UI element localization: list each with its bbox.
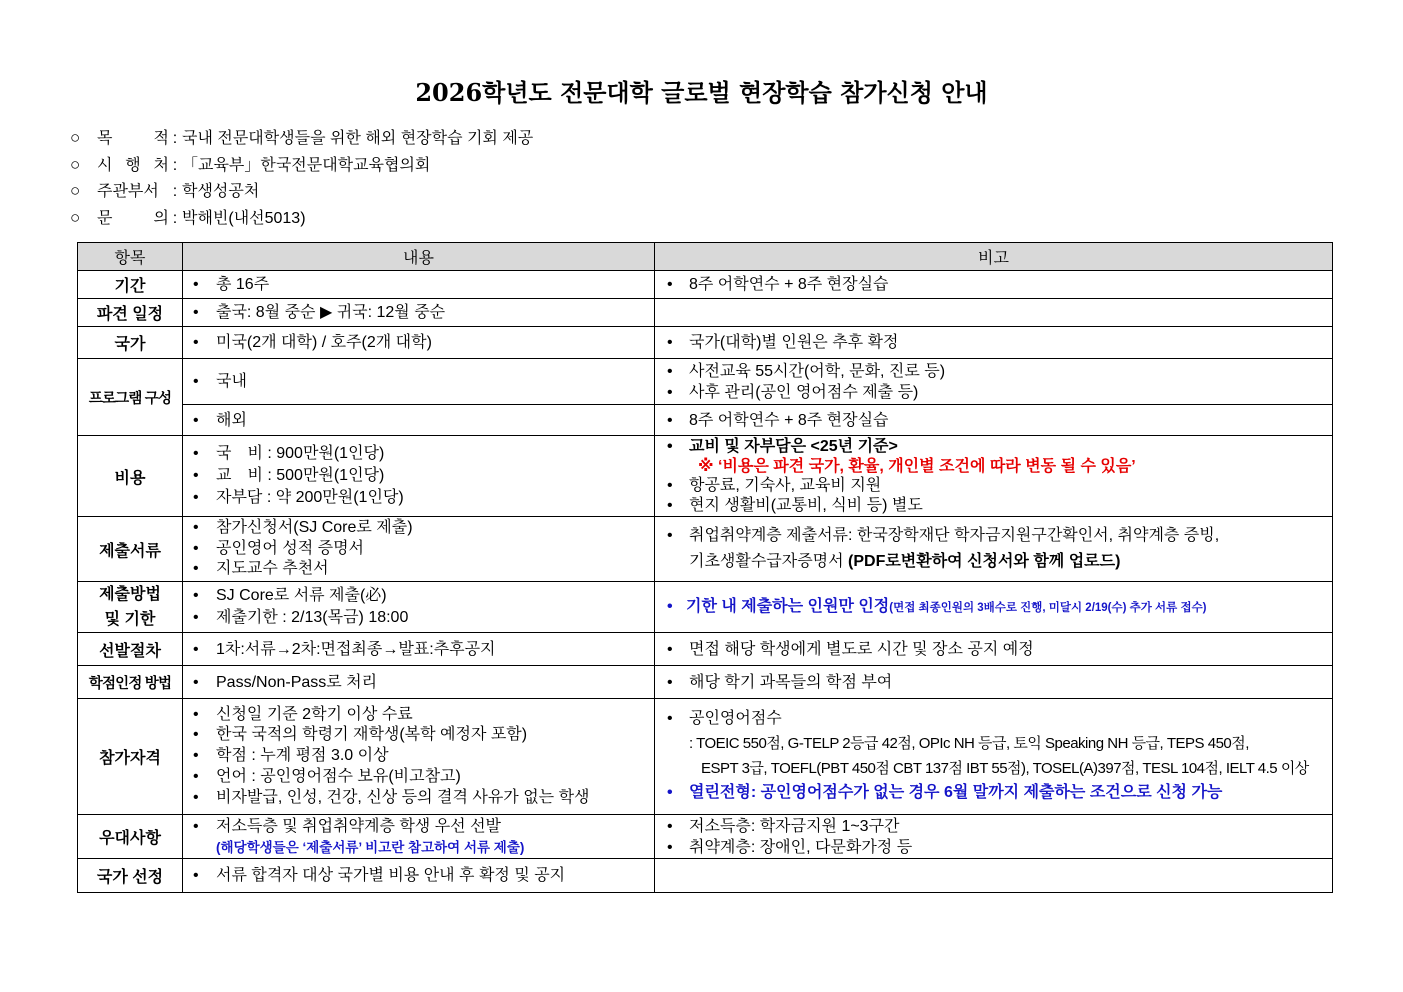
bullet-list xyxy=(183,443,654,509)
list-item: • 8주 어학연수 + 8주 현장실습 xyxy=(655,274,1332,295)
bullet-list xyxy=(655,361,1332,403)
info-label: 목 적 xyxy=(97,130,169,147)
header-content: 내용 xyxy=(183,243,655,271)
circle-marker-icon: ○ xyxy=(70,128,81,147)
content-submission xyxy=(183,582,655,633)
content-country-selection xyxy=(183,859,655,893)
bullet-list xyxy=(183,302,654,323)
bullet-list xyxy=(655,437,1332,457)
bullet-list xyxy=(183,865,654,886)
row-submission xyxy=(78,582,1333,633)
row-documents xyxy=(78,517,1333,582)
list-item: • 해당 학기 과목들의 학점 부여 xyxy=(655,672,1332,693)
english-score-line1: : TOEIC 550점, G-TELP 2등급 42점, OPIc NH 등급, 토익 Speaking NH 등급, TEPS 450점, xyxy=(689,734,1249,752)
content-preference xyxy=(183,815,655,859)
bullet-list xyxy=(183,410,654,431)
bullet-list xyxy=(655,523,1332,549)
info-separator: : xyxy=(172,183,178,201)
list-item: • 공인영어 성적 증명서 xyxy=(183,539,654,560)
list-item: • 사전교육 55시간(어학, 문화, 진로 등) xyxy=(655,361,1332,382)
item-country-selection: 국가 선정 xyxy=(78,859,183,893)
info-purpose xyxy=(70,125,533,152)
bullet-list xyxy=(183,371,654,392)
list-item: • 취약계층: 장애인, 다문화가정 등 xyxy=(655,837,1332,858)
item-credit: 학점인정 방법 xyxy=(78,666,183,699)
circle-marker-icon: ○ xyxy=(70,181,81,201)
content-eligibility xyxy=(183,699,655,815)
list-item: • 면접 해당 학생에게 별도로 시간 및 장소 공지 예정 xyxy=(655,639,1332,660)
list-item: • 자부담 : 약 200만원(1인당) xyxy=(183,487,654,509)
list-item: • 출국: 8월 중순 ▶ 귀국: 12월 중순 xyxy=(183,302,654,323)
list-item: • 국가(대학)별 인원은 추후 확정 xyxy=(655,332,1332,353)
documents-note-text: 기초생활수급자증명서 xyxy=(689,553,844,570)
row-country xyxy=(78,327,1333,359)
bullet-list xyxy=(183,332,654,353)
note-eligibility xyxy=(655,699,1333,815)
info-value: 「교육부」한국전문대학교육협의회 xyxy=(182,156,431,174)
item-documents: 제출서류 xyxy=(78,517,183,582)
note-documents xyxy=(655,517,1333,582)
list-item: • 사후 관리(공인 영어점수 제출 등) xyxy=(655,382,1332,403)
item-submission xyxy=(78,582,183,633)
open-admission-note: • 열린전형: 공인영어점수가 없는 경우 6월 말까지 제출하는 조건으로 신청 가능 xyxy=(655,781,1332,806)
list-item: • 국 비 : 900만원(1인당) xyxy=(183,443,654,465)
row-program-overseas xyxy=(78,405,1333,436)
list-item: • 현지 생활비(교통비, 식비 등) 별도 xyxy=(655,496,1332,516)
bullet-list xyxy=(655,707,1332,732)
content-program-domestic xyxy=(183,359,655,405)
bullet-list xyxy=(655,672,1332,693)
bullet-list xyxy=(655,596,1332,619)
bullet-list xyxy=(183,585,654,629)
note-program-domestic xyxy=(655,359,1333,405)
list-item: • 8주 어학연수 + 8주 현장실습 xyxy=(655,410,1332,431)
note-credit xyxy=(655,666,1333,699)
item-preference: 우대사항 xyxy=(78,815,183,859)
list-item: • 국내 xyxy=(183,371,654,392)
item-schedule: 파견 일정 xyxy=(78,299,183,327)
deadline-notice-detail: (면접 최종인원의 3배수로 진행, 미달시 2/19(수) 추가 서류 접수) xyxy=(889,601,1207,614)
note-submission xyxy=(655,582,1333,633)
info-label: 시 행 처 xyxy=(97,156,169,174)
list-item: • 교 비 : 500만원(1인당) xyxy=(183,465,654,487)
bullet-list xyxy=(655,476,1332,515)
header-item: 항목 xyxy=(78,243,183,271)
list-item: • 한국 국적의 학령기 재학생(복학 예정자 포함) xyxy=(183,725,654,746)
note-schedule xyxy=(655,299,1333,327)
item-selection: 선발절차 xyxy=(78,633,183,666)
note-cost xyxy=(655,436,1333,517)
row-preference xyxy=(78,815,1333,859)
info-separator: : xyxy=(172,210,178,228)
info-organizer xyxy=(70,152,533,179)
content-documents xyxy=(183,517,655,582)
bullet-list xyxy=(655,816,1332,858)
note-program-overseas xyxy=(655,405,1333,436)
bullet-list xyxy=(183,672,654,693)
list-item: • 지도교수 추천서 xyxy=(183,559,654,580)
document-title: 2026학년도 전문대학 글로벌 현장학습 참가신청 안내 xyxy=(415,78,988,107)
row-selection xyxy=(78,633,1333,666)
list-item: • Pass/Non-Pass로 처리 xyxy=(183,672,654,693)
bullet-list xyxy=(183,274,654,295)
content-program-overseas xyxy=(183,405,655,436)
item-period: 기간 xyxy=(78,271,183,299)
info-separator: : xyxy=(172,156,178,174)
table-header-row xyxy=(78,243,1333,271)
info-label: 주관부서 xyxy=(97,183,159,201)
note-country xyxy=(655,327,1333,359)
bullet-list xyxy=(183,639,654,660)
header-note: 비고 xyxy=(655,243,1333,271)
list-item: • 비자발급, 인성, 건강, 신상 등의 결격 사유가 없는 학생 xyxy=(183,788,654,809)
program-info-table xyxy=(77,242,1333,893)
deadline-notice xyxy=(655,596,1332,619)
content-period xyxy=(183,271,655,299)
info-department xyxy=(70,178,533,205)
note-selection xyxy=(655,633,1333,666)
info-label: 문 의 xyxy=(97,210,169,228)
row-eligibility xyxy=(78,699,1333,815)
circle-marker-icon: ○ xyxy=(70,154,81,174)
list-item: • 학점 : 누계 평점 3.0 이상 xyxy=(183,746,654,767)
note-country-selection xyxy=(655,859,1333,893)
bullet-list xyxy=(183,816,654,837)
row-country-selection xyxy=(78,859,1333,893)
circle-marker-icon: ○ xyxy=(70,208,81,228)
row-cost xyxy=(78,436,1333,517)
list-item: • 저소득층 및 취업취약계층 학생 우선 선발 xyxy=(183,816,654,837)
bullet-list xyxy=(655,274,1332,295)
content-country xyxy=(183,327,655,359)
documents-upload-note: (PDF로변환하여 신청서와 함께 업로드) xyxy=(848,553,1121,570)
bullet-list xyxy=(183,518,654,580)
content-schedule xyxy=(183,299,655,327)
list-item: • 공인영어점수 xyxy=(655,707,1332,732)
info-separator: : xyxy=(172,130,178,147)
info-value: 국내 전문대학생들을 위한 해외 현장학습 기회 제공 xyxy=(182,130,534,147)
info-contact xyxy=(70,205,533,232)
list-item: • 항공료, 기숙사, 교육비 지원 xyxy=(655,476,1332,496)
bullet-list xyxy=(183,705,654,809)
bullet-list xyxy=(655,410,1332,431)
info-value: 박해빈(내선5013) xyxy=(182,210,306,228)
list-item: • 취업취약계층 제출서류: 한국장학재단 학자금지원구간확인서, 취약계층 증빙, xyxy=(655,523,1332,549)
info-list xyxy=(70,125,533,232)
list-item: • 저소득층: 학자금지원 1~3구간 xyxy=(655,816,1332,837)
list-item: • 1차:서류→2차:면접최종→발표:추후공지 xyxy=(183,639,654,660)
row-schedule xyxy=(78,299,1333,327)
bullet-list xyxy=(655,781,1332,806)
cost-basis-note: • 교비 및 자부담은 <25년 기준> xyxy=(655,437,1332,457)
list-item: • 언어 : 공인영어점수 보유(비고참고) xyxy=(183,767,654,788)
row-program-domestic xyxy=(78,359,1333,405)
cost-warning: ※ ‘비용은 파견 국가, 환율, 개인별 조건에 따라 변동 될 수 있음’ xyxy=(698,457,1136,475)
documents-note-line2 xyxy=(655,549,1332,575)
item-program: 프로그램 구성 xyxy=(78,359,183,436)
list-item: • SJ Core로 서류 제출(必) xyxy=(183,585,654,607)
list-item: • 해외 xyxy=(183,410,654,431)
list-item: • 참가신청서(SJ Core로 제출) xyxy=(183,518,654,539)
row-credit xyxy=(78,666,1333,699)
note-preference xyxy=(655,815,1333,859)
list-item: • 서류 합격자 대상 국가별 비용 안내 후 확정 및 공지 xyxy=(183,865,654,886)
bullet-list xyxy=(655,639,1332,660)
content-credit xyxy=(183,666,655,699)
list-item: • 제출기한 : 2/13(목금) 18:00 xyxy=(183,607,654,629)
preference-detail: (해당학생들은 ‘제출서류’ 비고란 참고하여 서류 제출) xyxy=(216,839,525,855)
bullet-list xyxy=(655,332,1332,353)
english-score-line2: ESPT 3급, TOEFL(PBT 450점 CBT 137점 IBT 55점), TOSEL(A)397점, TESL 104점, IELT 4.5 이상 xyxy=(701,759,1309,777)
list-item: • 총 16주 xyxy=(183,274,654,295)
item-eligibility: 참가자격 xyxy=(78,699,183,815)
row-period xyxy=(78,271,1333,299)
content-selection xyxy=(183,633,655,666)
item-submission-line1: 제출방법 xyxy=(99,586,161,603)
note-period xyxy=(655,271,1333,299)
info-value: 학생성공처 xyxy=(182,183,260,201)
item-cost: 비용 xyxy=(78,436,183,517)
list-item: • 신청일 기준 2학기 이상 수료 xyxy=(183,705,654,726)
item-country: 국가 xyxy=(78,327,183,359)
deadline-notice-main: 기한 내 제출하는 인원만 인정 xyxy=(686,597,890,615)
list-item: • 미국(2개 대학) / 호주(2개 대학) xyxy=(183,332,654,353)
item-submission-line2: 및 기한 xyxy=(104,611,156,628)
content-cost xyxy=(183,436,655,517)
